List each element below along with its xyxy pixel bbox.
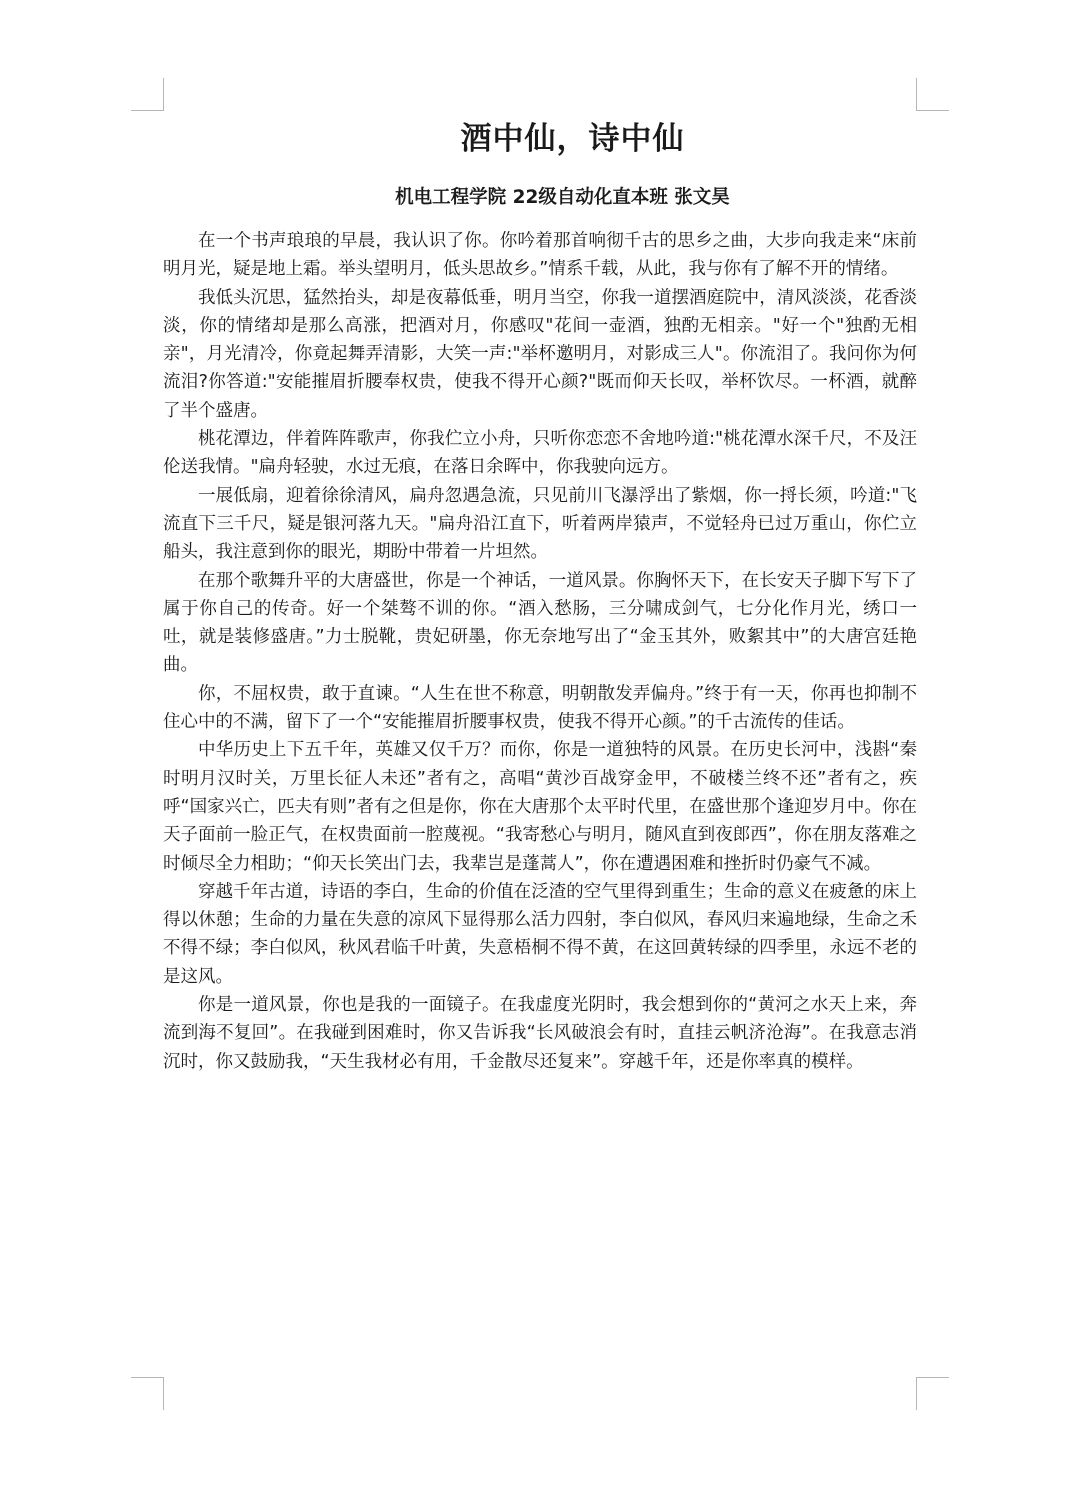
- paragraph: 桃花潭边，伴着阵阵歌声，你我伫立小舟，只听你恋恋不舍地吟道:"桃花潭水深千尺，不及汪伦送我情。"扁舟轻驶，水过无痕，在落日余晖中，你我驶向远方。: [163, 429, 917, 478]
- paragraph: 你，不屈权贵，敢于直谏。“人生在世不称意，明朝散发弄偏舟。”终于有一天，你再也抑制不住心中的不满，留下了一个“安能摧眉折腰事权贵，使我不得开心颜。”的千古流传的佳话。: [163, 683, 917, 733]
- author-line: 机电工程学院 22级自动化直本班 张文昊: [395, 187, 730, 208]
- page-corner-mark-bottom-right: [916, 1377, 949, 1410]
- paragraph: 穿越千年古道，诗语的李白，生命的价值在泛渣的空气里得到重生；生命的意义在疲惫的床上得以休憩；生命的力量在失意的凉风下显得那么活力四射，李白似风，春风归来遍地绿，生命之禾不得不绿；李白似风，秋风君临千叶黄，失意梧桐不得不黄，在这回黄转绿的四季里，永远不老的是这风。: [163, 881, 917, 987]
- paragraph: 你是一道风景，你也是我的一面镜子。在我虚度光阴时，我会想到你的“黄河之水天上来，奔流到海不复回”。在我碰到困难时，你又告诉我“长风破浪会有时，直挂云帆济沧海”。在我意志消沉时，你又鼓励我，“天生我材必有用，千金散尽还复来”。穿越千年，还是你率真的模样。: [163, 995, 917, 1072]
- paragraph: 在一个书声琅琅的早晨，我认识了你。你吟着那首响彻千古的思乡之曲，大步向我走来“床前明月光，疑是地上霜。举头望明月，低头思故乡。”情系千载，从此，我与你有了解不开的情绪。: [163, 231, 917, 280]
- paragraph: 一展低扇，迎着徐徐清风，扁舟忽遇急流，只见前川飞瀑浮出了紫烟，你一捋长须，吟道:"飞流直下三千尺，疑是银河落九天。"扁舟沿江直下，听着两岸猿声，不觉轻舟已过万重山，你伫立船头，我注意到你的眼光，期盼中带着一片坦然。: [163, 485, 917, 563]
- page-corner-mark-top-right: [916, 78, 949, 111]
- page-corner-mark-top-left: [131, 78, 164, 111]
- paragraph: 在那个歌舞升平的大唐盛世，你是一个神话，一道风景。你胸怀天下，在长安天子脚下写下了属于你自己的传奇。好一个桀骜不训的你。“酒入愁肠，三分啸成剑气，七分化作月光，绣口一吐，就是装修盛唐。”力士脱靴，贵妃研墨，你无奈地写出了“金玉其外，败絮其中”的大唐宫廷艳曲。: [163, 570, 917, 676]
- essay-body: [163, 227, 917, 1076]
- page-title: 酒中仙，诗中仙: [460, 121, 685, 157]
- paragraph: 中华历史上下五千年，英雄又仅千万？而你，你是一道独特的风景。在历史长河中，浅斟“秦时明月汉时关，万里长征人未还”者有之，高唱“黄沙百战穿金甲，不破楼兰终不还”者有之，疾呼“国家兴亡，匹夫有则”者有之但是你，你在大唐那个太平时代里，在盛世那个逢迎岁月中。你在天子面前一脸正气，在权贵面前一腔蔑视。“我寄愁心与明月，随风直到夜郎西”，你在朋友落难之时倾尽全力相助；“仰天长笑出门去，我辈岂是蓬蒿人”，你在遭遇困难和挫折时仍豪气不减。: [163, 740, 917, 874]
- page-corner-mark-bottom-left: [131, 1377, 164, 1410]
- paragraph: 我低头沉思，猛然抬头，却是夜幕低垂，明月当空，你我一道摆酒庭院中，清风淡淡，花香淡淡，你的情绪却是那么高涨，把酒对月，你感叹"花间一壶酒，独酌无相亲。"好一个"独酌无相亲"，月光清冷，你竟起舞弄清影，大笑一声:"举杯邀明月，对影成三人"。你流泪了。我问你为何流泪?你答道:"安能摧眉折腰奉权贵，使我不得开心颜?"既而仰天长叹，举杯饮尽。一杯酒，就醉了半个盛唐。: [163, 287, 917, 421]
